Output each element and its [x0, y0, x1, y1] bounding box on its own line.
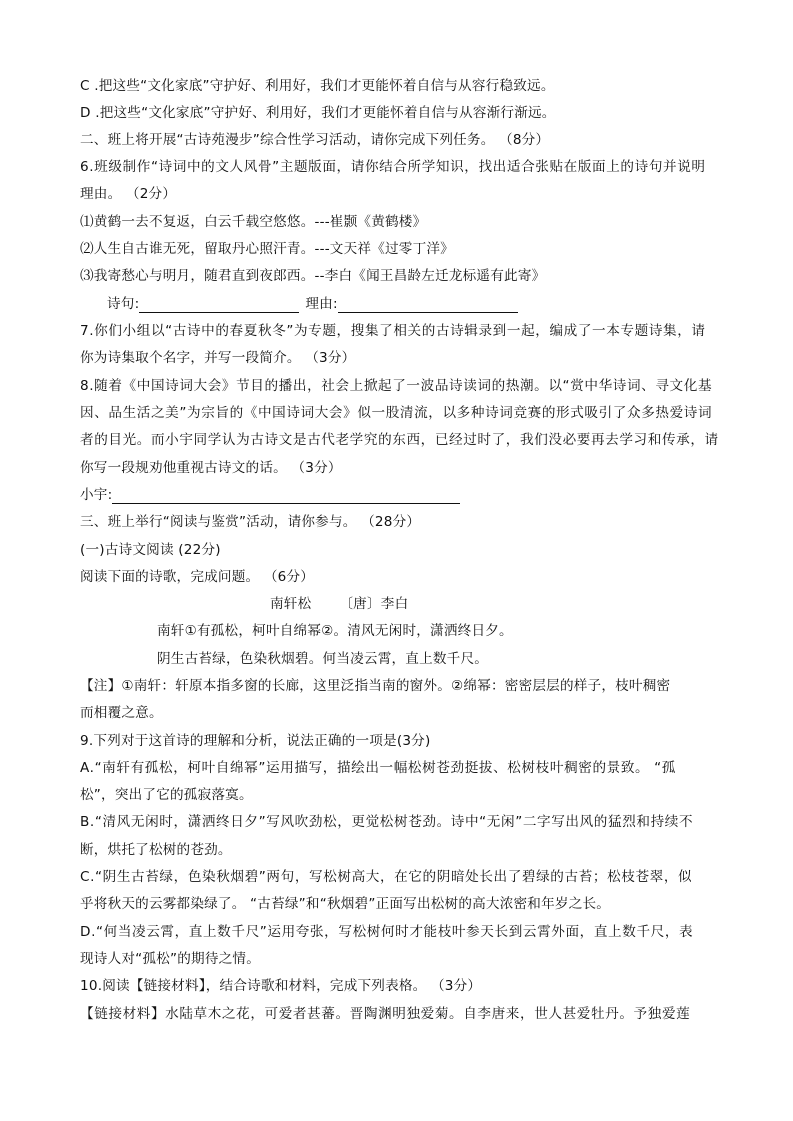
- q9-option-d-1: D.“何当凌云霄，直上数千尺”运用夸张，写松树何时才能枝叶参天长到云霄外面，直上数千尺，表: [80, 924, 694, 940]
- option-c: C .把这些“文化家底”守护好、利用好，我们才更能怀着自信与从容行稳致远。: [80, 78, 555, 94]
- q6-poem-label: 诗句:: [107, 296, 140, 312]
- section-2-heading: 二、班上将开展“古诗苑漫步”综合性学习活动，请你完成下列任务。 （8分）: [80, 132, 550, 148]
- subsection-1-heading: (一)古诗文阅读 (22分): [80, 542, 221, 558]
- q6-reason-label: 理由:: [305, 296, 338, 312]
- q9-stem: 9.下列对于这首诗的理解和分析，说法正确的一项是(3分): [80, 733, 431, 749]
- poem-line-1: 南轩①有孤松，柯叶自绵幂②。清风无闲时，潇洒终日夕。: [157, 623, 513, 639]
- q7-text-1: 7.你们小组以“古诗中的春夏秋冬”为专题，搜集了相关的古诗辑录到一起，编成了一本专题诗集，请: [80, 323, 706, 339]
- q8-answer-blank[interactable]: [112, 489, 460, 504]
- q8-text-1: 8.随着《中国诗词大会》节目的播出，社会上掀起了一波品诗读词的热潮。以“赏中华诗词、寻文化基: [80, 378, 713, 394]
- q8-answer-line: [80, 486, 725, 504]
- q9-option-b-2: 断，烘托了松树的苍劲。: [80, 842, 232, 858]
- q6-text-2: 理由。 （2分）: [80, 186, 177, 202]
- q9-option-b-1: B.“清风无闲时，潇洒终日夕”写风吹劲松，更觉松树苍劲。诗中“无闲”二字写出风的猛烈和持续不: [80, 814, 694, 830]
- q6-text-1: 6.班级制作“诗词中的文人风骨”主题版面，请你结合所学知识，找出适合张贴在版面上的诗句并说明: [80, 159, 706, 175]
- poem-title: 南轩松: [270, 596, 312, 612]
- q9-option-a-2: 松”，突出了它的孤寂落寞。: [80, 787, 253, 803]
- note-line-1: 【注】①南轩：轩原本指多窗的长廊，这里泛指当南的窗外。②绵幂：密密层层的样子，枝叶稠密: [80, 678, 671, 694]
- q6-poem-blank[interactable]: [139, 298, 299, 313]
- note-line-2: 而相覆之意。: [80, 705, 163, 721]
- q9-option-a-1: A.“南轩有孤松，柯叶自绵幂”运用描写，描绘出一幅松树苍劲挺拔、松树枝叶稠密的景致。 “孤: [80, 760, 676, 776]
- q9-option-d-2: 现诗人对“孤松”的期待之情。: [80, 951, 261, 967]
- q8-answer-label: 小宇:: [80, 487, 113, 503]
- q6-option-3: ⑶我寄愁心与明月，随君直到夜郎西。--李白《闻王昌龄左迁龙标遥有此寄》: [80, 268, 546, 284]
- q6-answer-line: [107, 295, 752, 313]
- q10-stem: 10.阅读【链接材料】，结合诗歌和材料，完成下列表格。 （3分）: [80, 978, 482, 994]
- option-d: D .把这些“文化家底”守护好、利用好，我们才更能怀着自信与从容渐行渐远。: [80, 105, 556, 121]
- poem-line-2: 阴生古苔绿，色染秋烟碧。何当凌云霄，直上数千尺。: [157, 651, 489, 667]
- q8-text-4: 你写一段规劝他重视古诗文的话。 （3分）: [80, 460, 342, 476]
- q9-option-c-2: 乎将秋天的云雾都染绿了。 “古苔绿”和“秋烟碧”正面写出松树的高大浓密和年岁之长。: [80, 896, 611, 912]
- reading-instruction: 阅读下面的诗歌，完成问题。 （6分）: [80, 569, 315, 585]
- poem-author: 〔唐〕李白: [339, 596, 409, 612]
- section-3-heading: 三、班上举行“阅读与鉴赏”活动，请你参与。 （28分）: [80, 514, 421, 530]
- poem-heading: [270, 595, 470, 613]
- q9-option-c-1: C.“阴生古苔绿，色染秋烟碧”两句，写松树高大，在它的阴暗处长出了碧绿的古苔；松枝苍翠，似: [80, 869, 693, 885]
- link-material-line: 【链接材料】水陆草木之花，可爱者甚蕃。晋陶渊明独爱菊。自李唐来，世人甚爱牡丹。予独爱莲: [80, 1006, 691, 1022]
- q8-text-3: 者的目光。而小宇同学认为古诗文是古代老学究的东西，已经过时了，我们没必要再去学习和传承，请: [80, 432, 719, 448]
- q6-option-1: ⑴黄鹤一去不复返，白云千载空悠悠。---崔颢《黄鹤楼》: [80, 214, 427, 230]
- q8-text-2: 因、品生活之美”为宗旨的《中国诗词大会》似一股清流，以多种诗词竞赛的形式吸引了众多热爱诗词: [80, 405, 713, 421]
- q7-text-2: 你为诗集取个名字，并写一段简介。 （3分）: [80, 350, 356, 366]
- q6-reason-blank[interactable]: [338, 298, 518, 313]
- q6-option-2: ⑵人生自古谁无死，留取丹心照汗青。---文天祥《过零丁洋》: [80, 241, 454, 257]
